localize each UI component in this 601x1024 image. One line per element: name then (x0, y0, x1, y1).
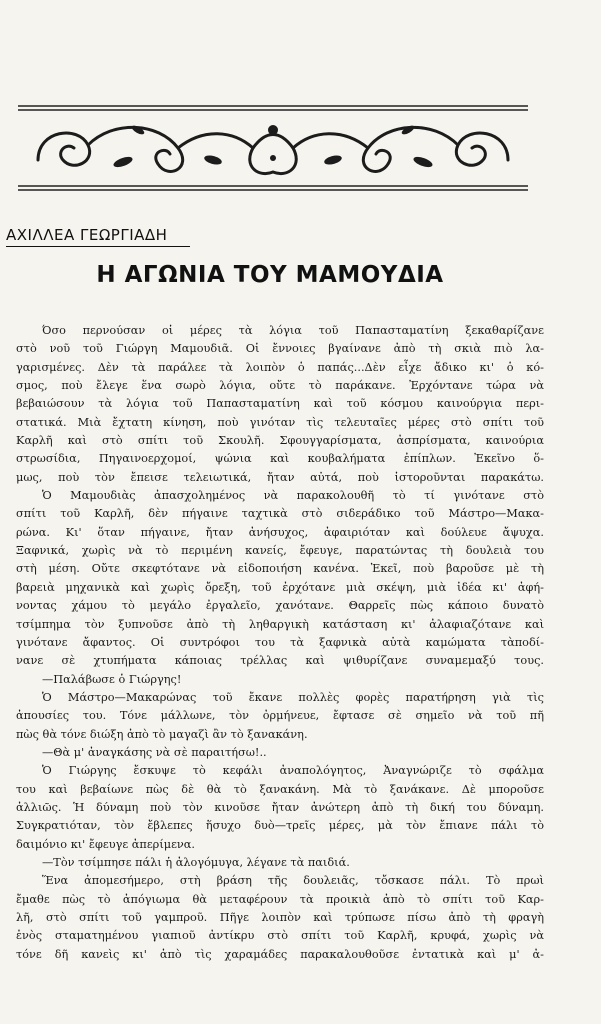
text-line: ρώνα. Κι' ὅταν πήγαινε, ἤταν ἀνήσυχος, ἀφαιριόταν καὶ δούλευε ἄψυχα. (16, 525, 544, 539)
page-title: Η ΑΓΩΝΙΑ ΤΟΥ ΜΑΜΟΥΔΙΑ (96, 262, 444, 288)
text-line: νανε σὲ χτυπήματα κάποιας τρέλλας καὶ ψιθυρίζανε συναμεμαξύ τους. (16, 654, 544, 668)
text-line: τόνε δῆ κανεὶς κι' ἀπὸ τὶς χαραμάδες παρακαλουθοῦσε ἐντατικὰ καὶ μ' ἀ- (16, 947, 544, 961)
text-line: γινότανε ἄφαντος. Οἱ συντρόφοι του τὰ ξαφνικὰ αὐτὰ καμώματα τὰποδί- (16, 635, 544, 649)
text-line: ἀλλιῶς. Ἡ δύναμη ποὺ τὸν κινοῦσε ἤταν ἀνώτερη ἀπὸ τὴ δική του δύναμη. (16, 800, 544, 814)
text-line: Όσο περνούσαν οἱ μέρες τὰ λόγια τοῦ Παπασταματίνη ξεκαθαρίζανε (42, 324, 544, 337)
decorative-ornament-header (18, 100, 528, 196)
text-line: σπίτι τοῦ Καρλῆ, δὲν πήγαινε ταχτικὰ στὸ σιδεράδικο τοῦ Μάστρο—Μακα- (16, 507, 544, 521)
text-line: —Παλάβωσε ὁ Γιώργης! (42, 672, 182, 686)
text-line: πὼς θὰ τόνε διώξη ἀπὸ τὸ μαγαζὶ ἂν τὸ ξανακάνη. (16, 727, 308, 741)
text-line: νοντας χάμου τὸ μεγάλο ἐργαλεῖο, χανότανε. Θαρρεῖς πὼς κάποιο δυνατὸ (16, 599, 544, 613)
text-line: Ὁ Γιώργης ἔσκυψε τὸ κεφάλι ἀναπολόγητος, Ἀναγνώριζε τὸ σφάλμα (42, 764, 544, 778)
text-line: στρωσίδια, Πηγαινοερχομοί, ψώνια καὶ κουβαλήματα ἐπίπλων. Ἐκεῖνο ὅ- (16, 452, 544, 466)
text-line: λῆ, στὸ σπίτι τοῦ γαμπροῦ. Πῆγε λοιπὸν καὶ τρύπωσε πίσω ἀπὸ τὴ φραγὴ (16, 911, 544, 924)
text-line: ἑνὸς σταματημένου γιαπιοῦ ἀντίκρυ στὸ σπίτι τοῦ Καρλῆ, κρυφά, χωρὶς νὰ (16, 929, 544, 943)
author-underline (6, 246, 190, 247)
text-line: Ὁ Μαμουδιὰς ἀπασχολημένος νὰ παρακολουθῆ τὸ τί γινότανε στὸ (42, 489, 544, 503)
text-line: στὴ μέση. Οὔτε σκεφτότανε νὰ εἰδοποιήση κανένα. Ἐκεῖ, ποὺ βαροῦσε μὲ τὴ (16, 562, 544, 576)
article-body (16, 322, 544, 964)
text-line: —Θὰ μ' ἀναγκάσης νὰ σὲ παραιτήσω!.. (42, 745, 267, 759)
text-line: βεβαιώσουν τὰ λόγια τοῦ Παπασταματίνη καὶ τοῦ κόσμου καινούργια περι- (16, 397, 544, 411)
text-line: μως, ποὺ τὸν ἔπεισε τελειωτικά, ἤταν αὐτά, ποὺ ἱστοροῦνται παρακάτω. (16, 470, 544, 484)
text-line: Συγκρατιόταν, τὸν ἔβλεπες ἥσυχο δυὸ—τρεῖς μέρες, μὰ τὸν ἔπιανε πάλι τὸ (16, 819, 544, 833)
text-line: σμος, ποὺ ἔλεγε ἕνα σωρὸ λόγια, οὔτε τὸ παράκανε. Ἐρχόντανε τώρα νὰ (16, 379, 544, 393)
text-line: —Τὸν τσίμπησε πάλι ἡ ἀλογόμυγα, λέγανε τὰ παιδιά. (42, 855, 350, 869)
text-line: στατικά. Μιὰ ἔχτατη κίνηση, ποὺ γινόταν τὶς τελευταῖες μέρες στὸ σπίτι τοῦ (16, 415, 544, 429)
text-line: γαρισμένες. Δὲν τὰ παράλεε τὰ λοιπὸν ὁ παπάς...Δὲν εἶχε ἄδικο κι' ὁ κό- (16, 360, 544, 374)
ornament-leaves (112, 124, 434, 169)
author-name: ΑΧΙΛΛΕΑ ΓΕΩΡΓΙΑΔΗ (6, 226, 168, 244)
ornament-frame (18, 106, 528, 190)
text-line: Καρλῆ καὶ στὸ σπίτι τοῦ Σκουλῆ. Σφουγγαρίσματα, ἀσπρίσματα, καινούρια (16, 434, 544, 448)
text-line: Ξαφνικά, χωρὶς νὰ τὸ περιμένη κανείς, ἔφευγε, παρατώντας τὴ δουλειὰ του (16, 544, 544, 558)
text-line: Ἕνα ἀπομεσήμερο, στὴ βράση τῆς δουλειᾶς, τὄσκασε πάλι. Τὸ πρωὶ (42, 874, 544, 888)
text-line: βαρειὰ μηχανικὰ καὶ χωρὶς ὄρεξη, τοῦ ἐρχότανε μιὰ σκέψη, μιὰ ἰδέα κι' ἀφή- (16, 580, 544, 594)
text-line: ἀπουσίες του. Τόνε μάλλωνε, τὸν ὀρμήνευε, ἔφτασε σὲ σημεῖο νὰ τοῦ πῆ (16, 709, 544, 723)
text-line: δαιμόνιο κι' ἔφευγε ἀπερίμενα. (16, 837, 196, 851)
text-line: του καὶ βεβαίωνε πὼς δὲ θὰ τὸ ξανακάνη. Μὰ τὸ ξανάκανε. Δὲ μποροῦσε (16, 782, 544, 796)
text-line: Ὁ Μάστρο—Μακαρώνας τοῦ ἔκανε πολλὲς φορὲς παρατήρηση γιὰ τὶς (42, 690, 544, 704)
text-line: στὸ νοῦ τοῦ Γιώργη Μαμουδιᾶ. Οἱ ἔννοιες βγαίνανε ἀπὸ τὴ σκιὰ πιὸ λα- (16, 342, 544, 356)
text-line: ἔμαθε πὼς τὸ ἀπόγιωμα θὰ μεταφέρουν τὰ προικιὰ ἀπὸ τὸ σπίτι τοῦ Καρ- (16, 892, 544, 906)
text-line: τσίμπημα τὸν ξυπνοῦσε ἀπὸ τὴ ληθαργικὴ κατάσταση κι' ἀλαφιαζότανε καὶ (16, 617, 544, 631)
